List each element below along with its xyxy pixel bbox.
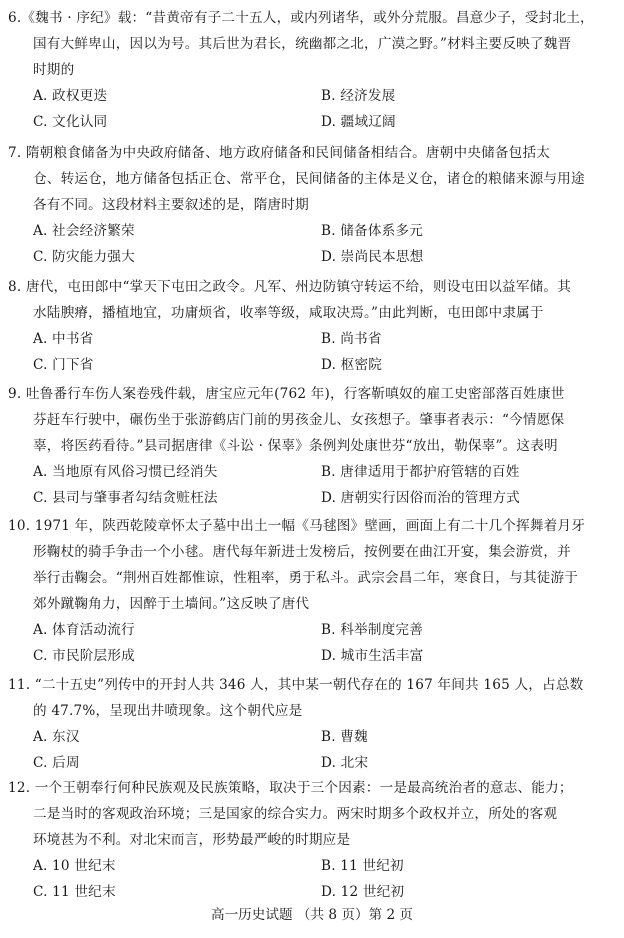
question-text-line: 10. 1971 年，陕西乾陵章怀太子墓中出土一幅《马毬图》壁画，画面上有二十几个挥舞着月牙 bbox=[8, 518, 586, 534]
question-text-line: 6.《魏书 · 序纪》载：“昔黄帝有子二十五人，或内列诸华，或外分荒服。昌意少子，受封北土， bbox=[8, 10, 594, 26]
option-c: C. 后周 bbox=[33, 755, 80, 771]
option-b: B. 唐律适用于都护府管辖的百姓 bbox=[321, 464, 520, 480]
option-b: B. 科举制度完善 bbox=[321, 622, 423, 638]
option-b: B. 11 世纪初 bbox=[321, 858, 404, 874]
question-text-line: 8. 唐代，屯田郎中“掌天下屯田之政令。凡军、州边防镇守转运不给，则设屯田以益军储。其 bbox=[8, 279, 571, 295]
question-text-line: 水陆腴瘠，播植地宜，功庸烦省，收率等级，咸取决焉。”由此判断，屯田郎中隶属于 bbox=[33, 305, 544, 321]
question-text-line: 的 47.7%，呈现出井喷现象。这个朝代应是 bbox=[33, 703, 303, 719]
question-text-line: 11. “二十五史”列传中的开封人共 346 人，其中某一朝代存在的 167 年间共 165 人，占总数 bbox=[8, 677, 584, 693]
option-b: B. 尚书省 bbox=[321, 331, 382, 347]
option-b: B. 经济发展 bbox=[321, 88, 396, 104]
option-d: D. 城市生活丰富 bbox=[321, 648, 424, 664]
question-12 bbox=[8, 775, 614, 905]
question-text-line: 12. 一个王朝奉行何种民族观及民族策略，取决于三个因素：一是最高统治者的意志、能力； bbox=[8, 780, 573, 796]
question-text-line: 各有不同。这段材料主要叙述的是，隋唐时期 bbox=[33, 197, 309, 213]
question-text-line: 举行击鞠会。“荆州百姓都惟谅，性粗率，勇于私斗。武宗会昌二年，寒食日，与其徒游于 bbox=[33, 570, 579, 586]
question-9 bbox=[8, 381, 614, 511]
option-a: A. 社会经济繁荣 bbox=[33, 223, 135, 239]
option-d: D. 北宋 bbox=[321, 755, 369, 771]
option-d: D. 唐朝实行因俗而治的管理方式 bbox=[321, 490, 520, 506]
question-text-line: 时期的 bbox=[33, 62, 75, 78]
option-c: C. 门下省 bbox=[33, 357, 94, 373]
question-text-line: 郊外蹴鞠角力，因醉于土墙间。”这反映了唐代 bbox=[33, 596, 310, 612]
question-text-line: 国有大鲜卑山，因以为号。其后世为君长，统幽都之北，广漠之野。”材料主要反映了魏晋 bbox=[33, 36, 572, 52]
question-7 bbox=[8, 140, 614, 270]
option-a: A. 10 世纪末 bbox=[33, 858, 116, 874]
option-a: A. 体育活动流行 bbox=[33, 622, 135, 638]
option-d: D. 12 世纪初 bbox=[321, 884, 405, 900]
question-6 bbox=[8, 5, 614, 135]
question-text-line: 辜，将医药看待。”县司据唐律《斗讼 · 保辜》条例判处康世芬“放出，勒保辜”。这表明 bbox=[33, 438, 558, 454]
page-footer: 高一历史试题 （共 8 页）第 2 页 bbox=[210, 907, 414, 923]
question-text-line: 9. 吐鲁番行车伤人案卷残件载，唐宝应元年(762 年)，行客靳嗔奴的雇工史密部落百姓康世 bbox=[8, 386, 565, 402]
question-text-line: 7. 隋朝粮食储备为中央政府储备、地方政府储备和民间储备相结合。唐朝中央储备包括太 bbox=[8, 145, 551, 161]
option-a: A. 中书省 bbox=[33, 331, 94, 347]
option-c: C. 县司与肇事者勾结贪赃枉法 bbox=[33, 490, 218, 506]
option-a: A. 当地原有风俗习惯已经消失 bbox=[33, 464, 218, 480]
option-d: D. 枢密院 bbox=[321, 357, 383, 373]
question-text-line: 二是当时的客观政治环境；三是国家的综合实力。两宋时期多个政权并立，所处的客观 bbox=[33, 806, 558, 822]
question-text-line: 环境甚为不利。对北宋而言，形势最严峻的时期应是 bbox=[33, 832, 351, 848]
question-8 bbox=[8, 274, 614, 378]
option-a: A. 政权更迭 bbox=[33, 88, 108, 104]
option-b: B. 储备体系多元 bbox=[321, 223, 423, 239]
question-text-line: 仓、转运仓，地方储备包括正仓、常平仓，民间储备的主体是义仓，诸仓的粮储来源与用途 bbox=[33, 171, 585, 187]
option-c: C. 文化认同 bbox=[33, 114, 108, 130]
question-text-line: 芬赶车行驶中，碾伤坐于张游鹤店门前的男孩金儿、女孩想子。肇事者表示：“今情愿保 bbox=[33, 412, 565, 428]
option-c: C. 防灾能力强大 bbox=[33, 249, 135, 265]
question-text-line: 形鞠杖的骑手争击一个小毬。唐代每年新进士发榜后，按例要在曲江开宴，集会游赏，并 bbox=[33, 544, 571, 560]
question-11 bbox=[8, 672, 614, 776]
option-a: A. 东汉 bbox=[33, 729, 80, 745]
question-10 bbox=[8, 513, 614, 669]
option-c: C. 11 世纪末 bbox=[33, 884, 116, 900]
option-b: B. 曹魏 bbox=[321, 729, 368, 745]
option-c: C. 市民阶层形成 bbox=[33, 648, 135, 664]
option-d: D. 崇尚民本思想 bbox=[321, 249, 424, 265]
option-d: D. 疆域辽阔 bbox=[321, 114, 396, 130]
